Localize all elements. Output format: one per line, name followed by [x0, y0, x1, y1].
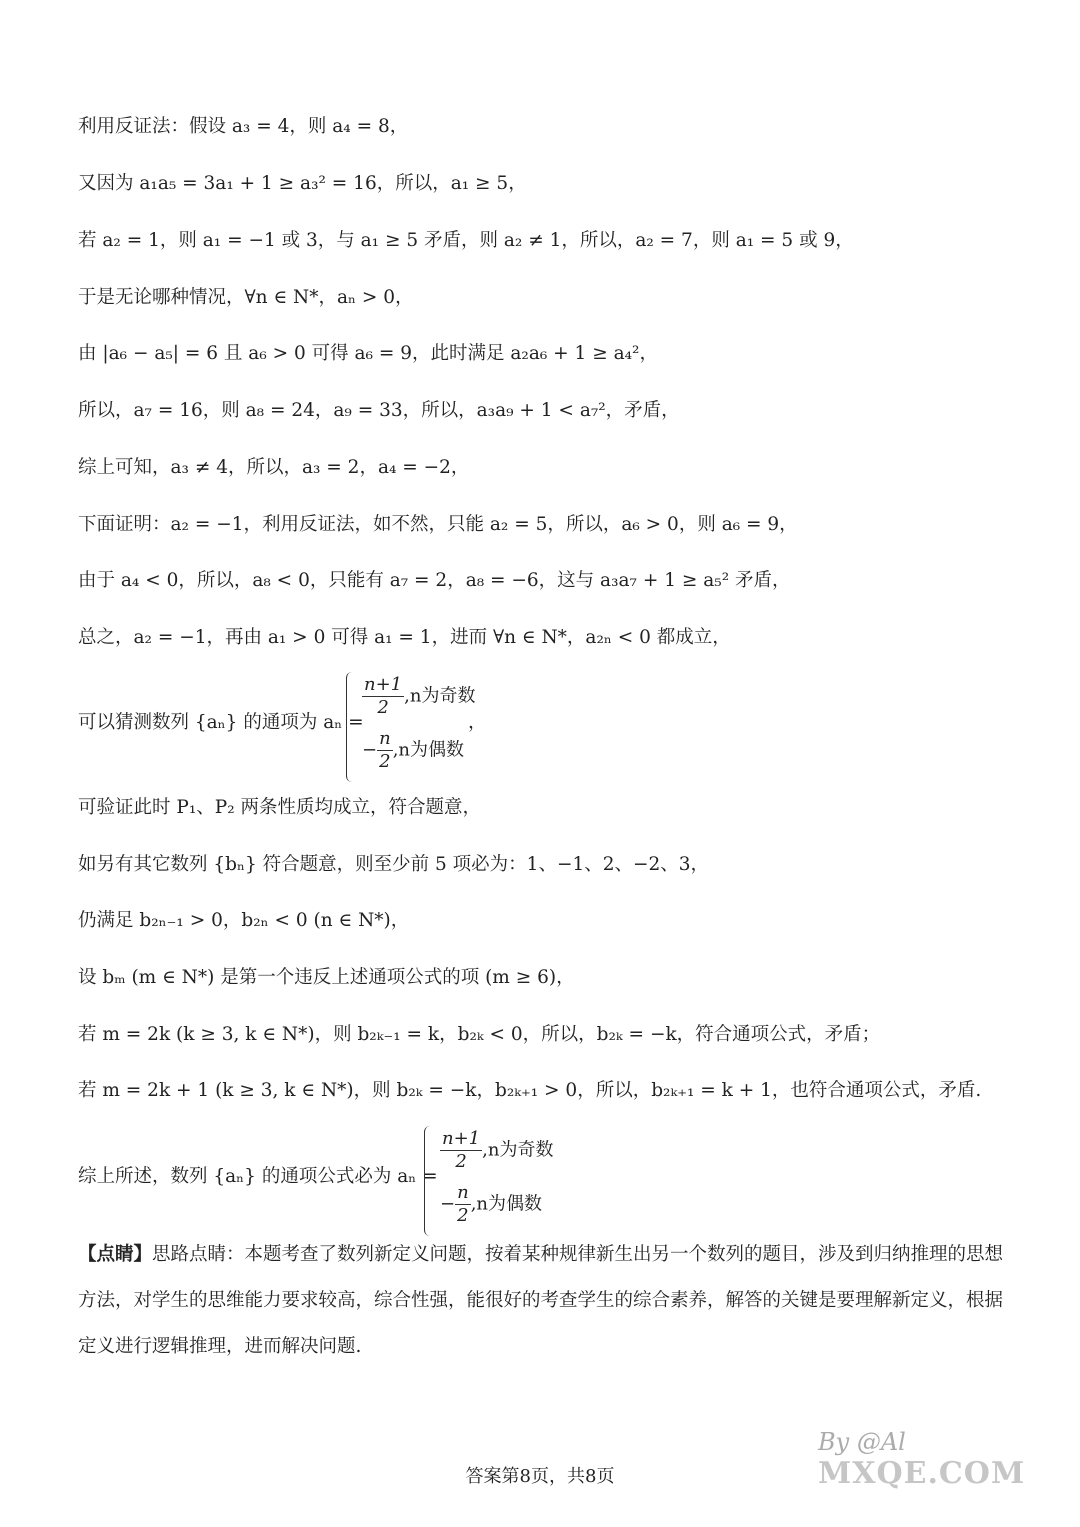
- conclusion-piecewise: [424, 1126, 684, 1236]
- text-line-2: 又因为 a₁a₅ = 3a₁ + 1 ≥ a₃² = 16，所以，a₁ ≥ 5，: [78, 173, 527, 194]
- case-condition: ,n为偶数: [470, 1193, 543, 1215]
- text-line-4: 于是无论哪种情况，∀n ∈ N*，aₙ > 0，: [78, 287, 414, 308]
- watermark-site: MXQE.COM: [818, 1456, 1026, 1491]
- case-condition: ,n为偶数: [392, 739, 465, 761]
- text-line-11: 可验证此时 P₁、P₂ 两条性质均成立，符合题意，: [78, 797, 481, 818]
- page-footer: 答案第8页，共8页: [465, 1466, 615, 1487]
- comment-tag: 【点睛】: [78, 1244, 153, 1265]
- text-line-10: 总之，a₂ = −1，再由 a₁ > 0 可得 a₁ = 1，进而 ∀n ∈ N*，a₂ₙ < 0 都成立，: [78, 627, 731, 648]
- text-line-14: 设 bₘ (m ∈ N*) 是第一个违反上述通项公式的项 (m ≥ 6)，: [78, 967, 575, 988]
- watermark-text: By @Al: [818, 1428, 906, 1456]
- text-line-8: 下面证明：a₂ = −1，利用反证法，如不然，只能 a₂ = 5，所以，a₆ > 0，则 a₆ = 9，: [78, 514, 798, 535]
- numerator: n: [457, 1182, 469, 1203]
- fraction: [362, 674, 404, 719]
- brace: [424, 1126, 435, 1236]
- guess-formula-prefix: 可以猜测数列 {aₙ} 的通项为 aₙ =: [78, 712, 364, 733]
- numerator: n+1: [364, 674, 403, 695]
- text-line-6: 所以，a₇ = 16，则 a₈ = 24，a₉ = 33，所以，a₃a₉ + 1 < a₇²，矛盾，: [78, 400, 680, 421]
- fraction: [377, 728, 393, 773]
- case-even: [440, 1182, 542, 1227]
- guess-suffix: ，: [468, 712, 487, 733]
- text-line-12: 如另有其它数列 {bₙ} 符合题意，则至少前 5 项必为：1、−1、2、−2、3，: [78, 854, 710, 875]
- text-line-16: 若 m = 2k + 1 (k ≥ 3, k ∈ N*)，则 b₂ₖ = −k，b₂ₖ₊₁ > 0，所以，b₂ₖ₊₁ = k + 1，也符合通项公式，矛盾.: [78, 1080, 982, 1101]
- text-line-1: 利用反证法：假设 a₃ = 4，则 a₄ = 8，: [78, 116, 409, 137]
- brace: [346, 672, 357, 782]
- case-odd: [440, 1128, 553, 1173]
- denominator: 2: [377, 697, 389, 718]
- text-line-7: 综上可知，a₃ ≠ 4，所以，a₃ = 2，a₄ = −2，: [78, 457, 470, 478]
- minus-sign: −: [440, 1193, 456, 1215]
- numerator: n+1: [442, 1128, 481, 1149]
- fraction: [440, 1128, 482, 1173]
- denominator: 2: [457, 1205, 469, 1226]
- comment-paragraph: [78, 1232, 1008, 1370]
- case-condition: ,n为奇数: [404, 685, 476, 707]
- watermark: [818, 1428, 1058, 1518]
- text-line-5: 由 |a₆ − a₅| = 6 且 a₆ > 0 可得 a₆ = 9，此时满足 a₂a₆ + 1 ≥ a₄²，: [78, 343, 658, 364]
- case-odd: [362, 674, 475, 719]
- numerator: n: [379, 728, 391, 749]
- case-condition: ,n为奇数: [482, 1139, 554, 1161]
- conclusion-formula-prefix: 综上所述，数列 {aₙ} 的通项公式必为 aₙ =: [78, 1166, 438, 1187]
- text-line-3: 若 a₂ = 1，则 a₁ = −1 或 3，与 a₁ ≥ 5 矛盾，则 a₂ ≠ 1，所以，a₂ = 7，则 a₁ = 5 或 9，: [78, 230, 854, 251]
- text-line-13: 仍满足 b₂ₙ₋₁ > 0，b₂ₙ < 0 (n ∈ N*)，: [78, 910, 410, 931]
- case-even: [362, 728, 464, 773]
- denominator: 2: [379, 751, 391, 772]
- text-line-15: 若 m = 2k (k ≥ 3, k ∈ N*)，则 b₂ₖ₋₁ = k，b₂ₖ < 0，所以，b₂ₖ = −k，符合通项公式，矛盾；: [78, 1024, 881, 1045]
- text-line-9: 由于 a₄ < 0，所以，a₈ < 0，只能有 a₇ = 2，a₈ = −6，这与 a₃a₇ + 1 ≥ a₅² 矛盾，: [78, 570, 791, 591]
- comment-text: 思路点睛：本题考查了数列新定义问题，按着某种规律新生出另一个数列的题目，涉及到归纳推理的思想方法，对学生的思维能力要求较高，综合性强，能很好的考查学生的综合素养，解答的关键是要理解新定义，根据定义进行逻辑推理，进而解决问题.: [78, 1244, 1004, 1357]
- minus-sign: −: [362, 739, 378, 761]
- denominator: 2: [455, 1151, 467, 1172]
- fraction: [455, 1182, 471, 1227]
